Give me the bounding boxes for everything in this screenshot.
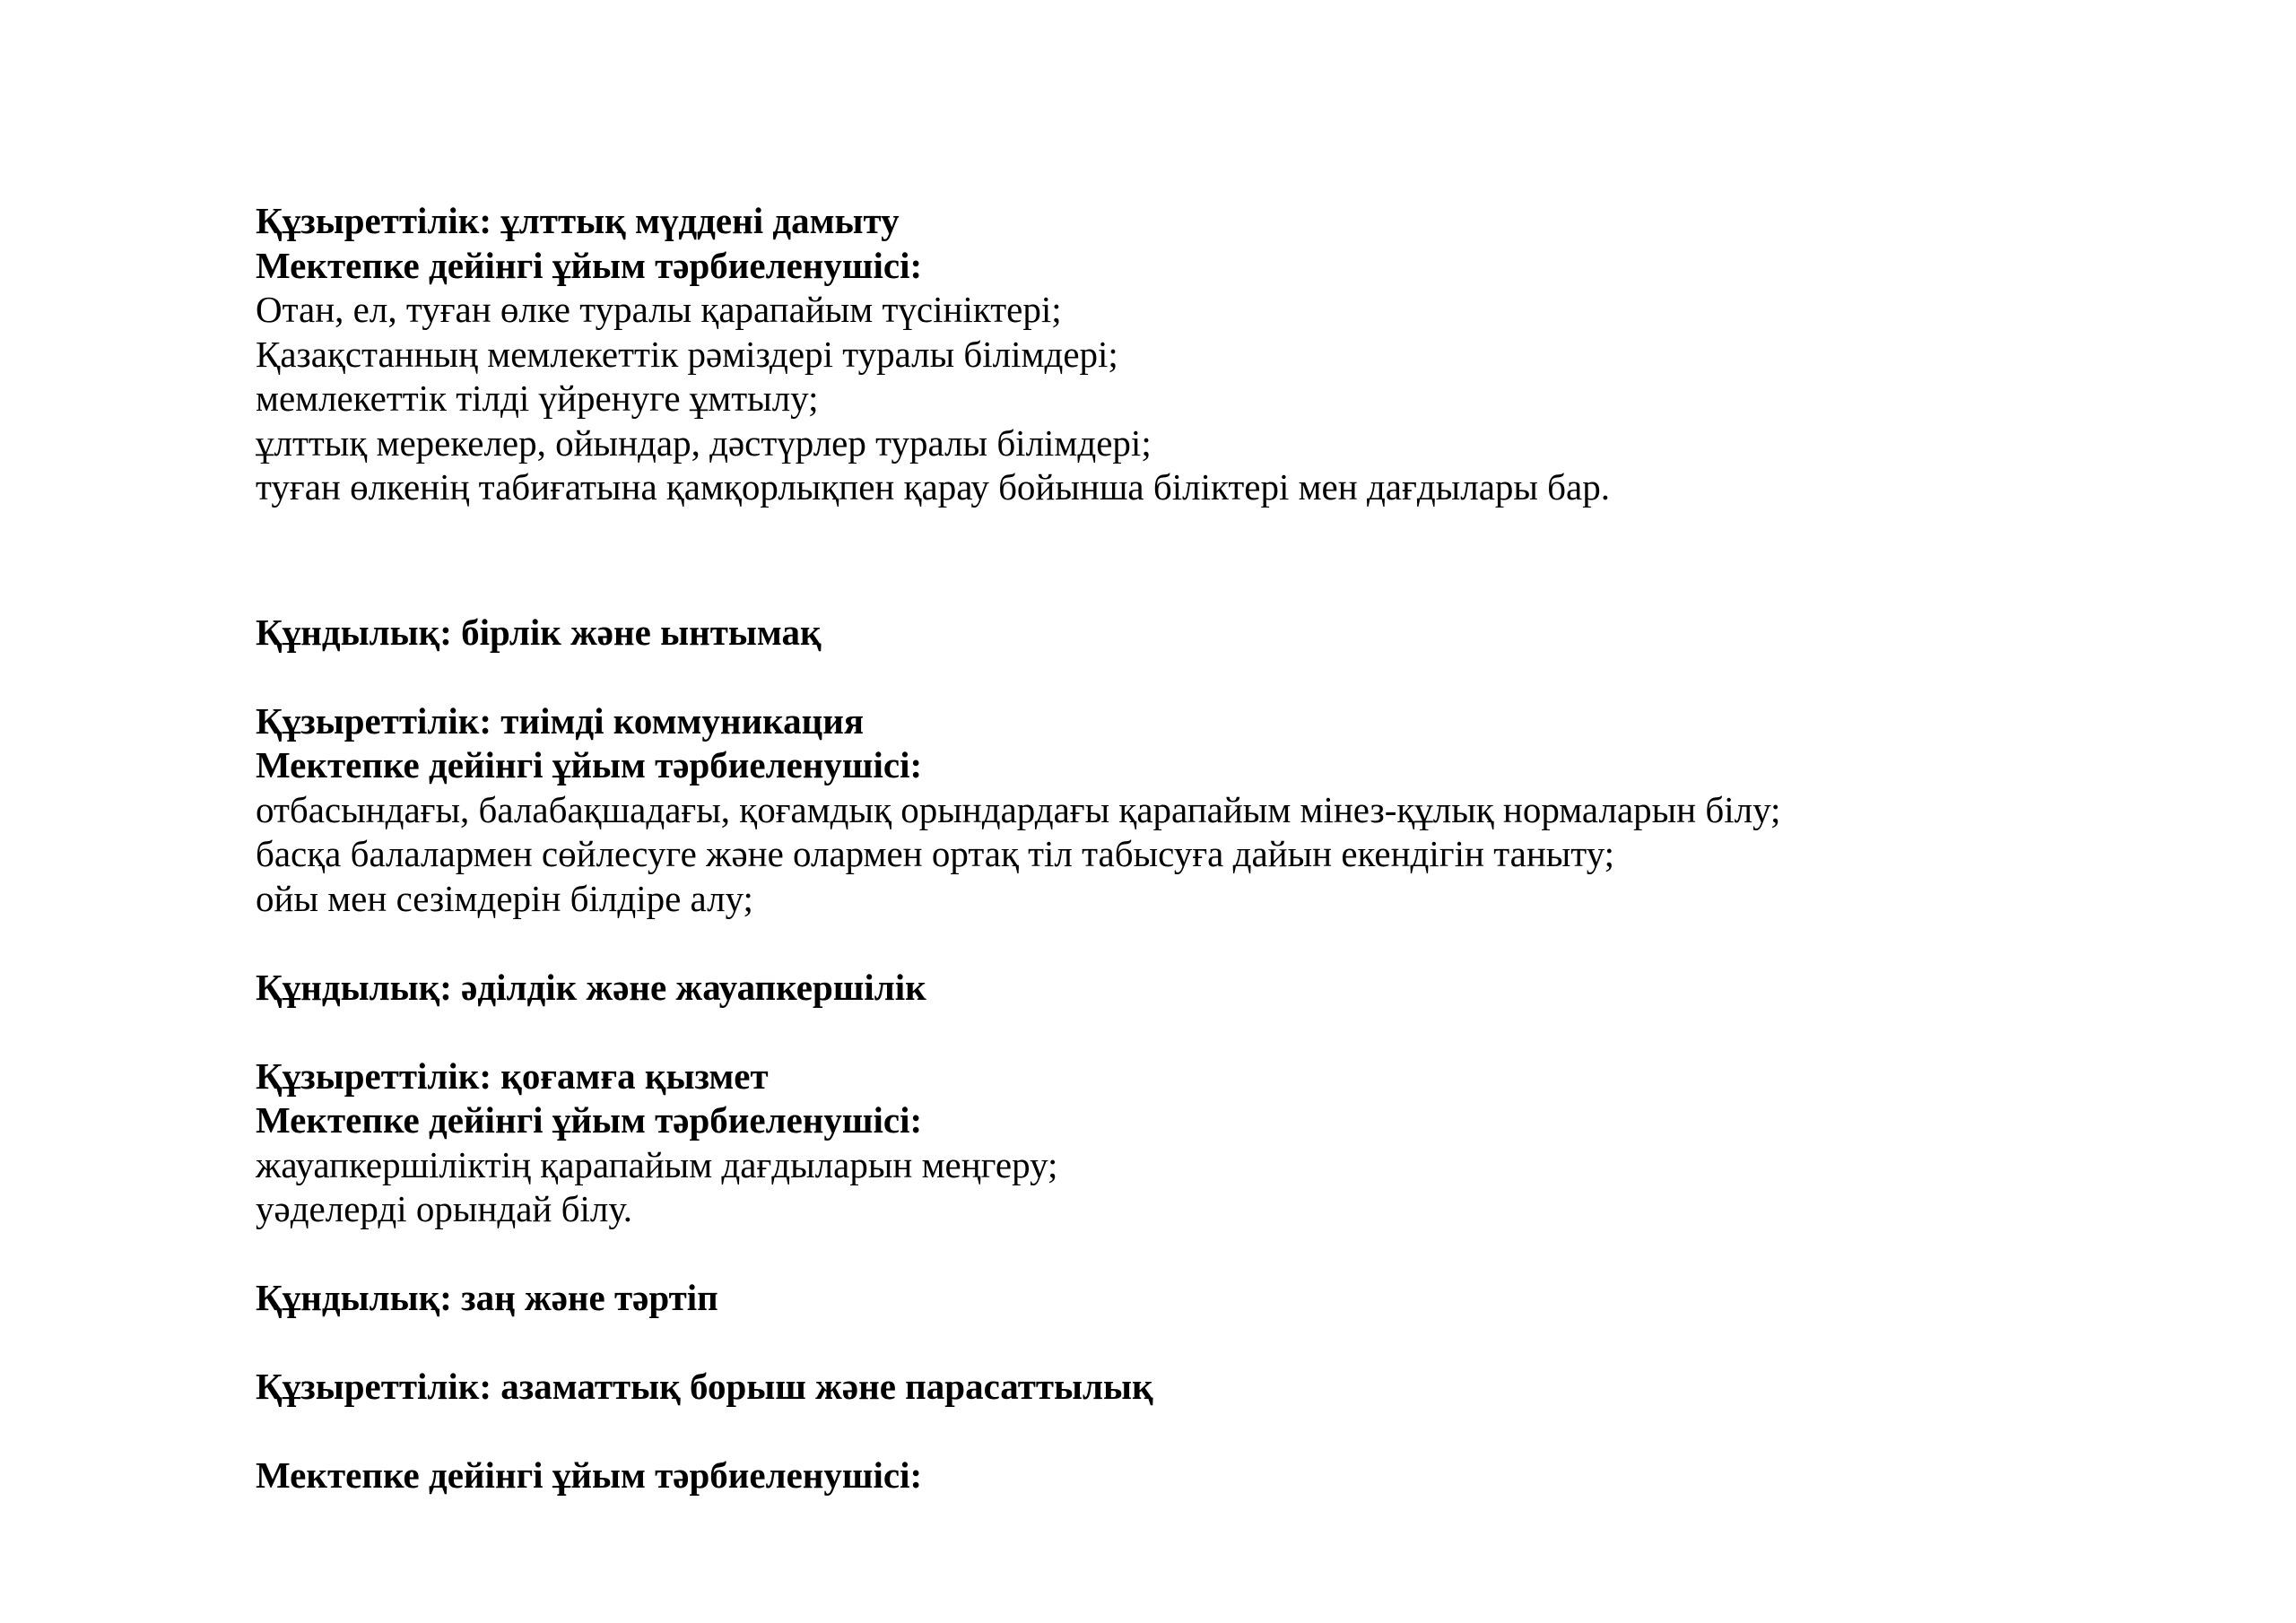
competency-heading: Құзыреттілік: азаматтық борыш және парасаттылық <box>256 1366 1153 1407</box>
list-item: мемлекеттік тілді үйренуге ұмтылу; <box>256 378 819 419</box>
value-heading: Құндылық: заң және тәртіп <box>256 1277 718 1318</box>
competency-heading: Құзыреттілік: қоғамға қызмет <box>256 1055 769 1097</box>
learner-heading: Мектепке дейінгі ұйым тәрбиеленушісі: <box>256 1454 923 1496</box>
document-content <box>256 199 2139 1498</box>
value-heading: Құндылық: бірлік және ынтымақ <box>256 611 822 653</box>
competency-heading: Құзыреттілік: тиімді коммуникация <box>256 699 865 742</box>
learner-heading: Мектепке дейінгі ұйым тәрбиеленушісі: <box>256 1099 923 1141</box>
list-item: жауапкершіліктің қарапайым дағдыларын меңгеру; <box>256 1143 1058 1185</box>
list-item: ойы мен сезімдерін білдіре алу; <box>256 877 753 919</box>
learner-heading: Мектепке дейінгі ұйым тәрбиеленушісі: <box>256 744 923 785</box>
value-heading: Құндылық: әділдік және жауапкершілік <box>256 966 926 1008</box>
competency-heading: Құзыреттілік: ұлттық мүддені дамыту <box>256 200 900 241</box>
learner-heading: Мектепке дейінгі ұйым тәрбиеленушісі: <box>256 244 923 286</box>
list-item: туған өлкенің табиғатына қамқорлықпен қарау бойынша біліктері мен дағдылары бар. <box>256 466 1610 508</box>
list-item: Қазақстанның мемлекеттік рәміздері туралы білімдері; <box>256 333 1118 375</box>
list-item: ұлттық мерекелер, ойындар, дәстүрлер туралы білімдері; <box>256 421 1152 464</box>
list-item: уәделерді орындай білу. <box>256 1188 632 1229</box>
list-item: отбасындағы, балабақшадағы, қоғамдық орындардағы қарапайым мінез-құлық нормаларын білу; <box>256 788 1781 830</box>
list-item: басқа балалармен сөйлесуге және олармен ортақ тіл табысуға дайын екендігін таныту; <box>256 833 1615 874</box>
list-item: Отан, ел, туған өлке туралы қарапайым түсініктері; <box>256 289 1062 330</box>
